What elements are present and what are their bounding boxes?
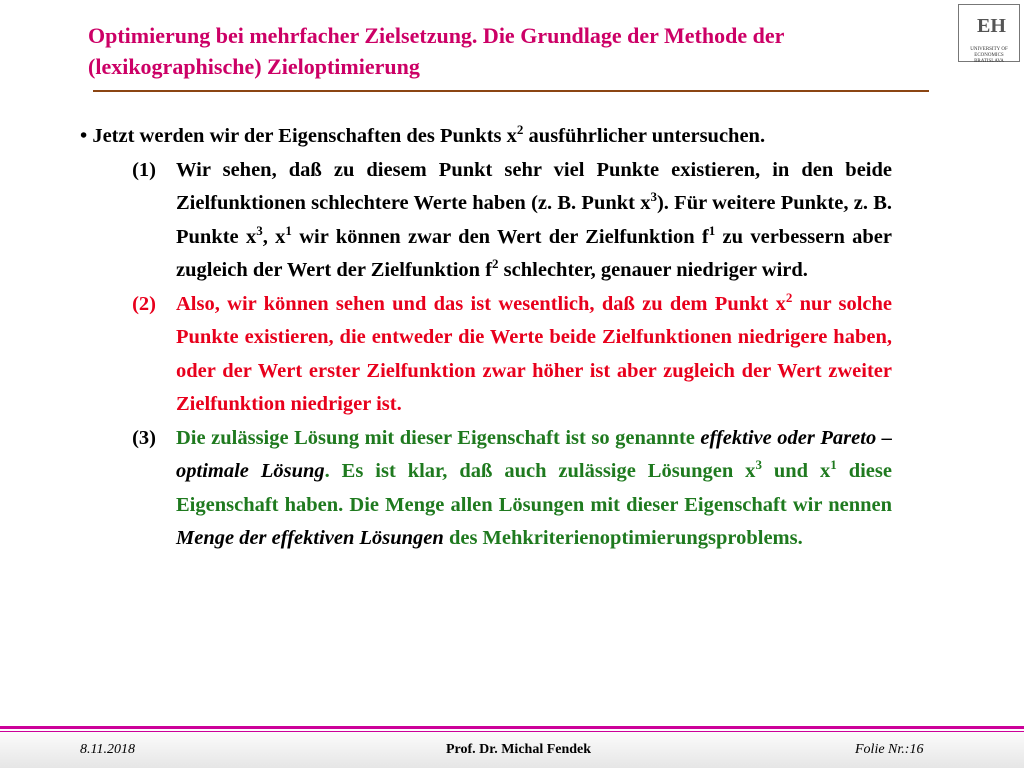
list-item-3 xyxy=(80,422,892,556)
footer-divider xyxy=(0,726,1024,729)
item-text: Die zulässige Lösung mit dieser Eigenschaft ist so genannte effektive oder Pareto – optimale Lösung. Es ist klar, daß auch zulässige Lösungen $x^3$ und $x^1$ diese Eigenschaft haben. Die Menge allen Lösungen mit dieser Eigenschaft wir nennen Menge der effektiven Lösungen des Mehkriterienoptimierungsproblems. xyxy=(176,426,892,549)
list-item-1 xyxy=(80,154,892,288)
item-text: Also, wir können sehen und das ist wesentlich, daß zu dem Punkt $x^2$ nur solche Punkte existieren, die entweder die Werte beide Zielfunktionen niedrigere haben, oder der Wert erster Zielfunktion zwar höher ist aber zugleich der Wert zweiter Zielfunktion niedriger ist. xyxy=(176,289,892,415)
title-divider xyxy=(93,90,929,92)
slide-title: Optimierung bei mehrfacher Zielsetzung. Die Grundlage der Methode der (lexikographische) Zieloptimierung xyxy=(88,23,784,79)
footer-author: Prof. Dr. Michal Fendek xyxy=(446,742,592,757)
bullet-icon: • xyxy=(80,125,88,147)
term-pareto: effektive oder Pareto – optimale Lösung xyxy=(176,426,892,482)
term-effective-set: Menge der effektiven Lösungen xyxy=(176,527,444,549)
footer-date: 8.11.2018 xyxy=(80,742,135,757)
item-number: (3) xyxy=(132,426,156,449)
item-number: (2) xyxy=(132,292,156,315)
footer-divider-thin xyxy=(0,731,1024,732)
slide-body xyxy=(80,120,892,556)
intro-paragraph: • Jetzt werden wir der Eigenschaften des Punkts $x^2$ ausführlicher untersuchen. xyxy=(80,122,766,147)
item-text: Wir sehen, daß zu diesem Punkt sehr viel Punkte existieren, in den beide Zielfunktionen schlechtere Werte haben (z. B. Punkt $x^3$). Für weitere Punkte, z. B. Punkte $x^3$, $x^1$ wir können zwar den Wert der Zielfunktion $f^1$ zu verbessern aber zugleich der Wert der Zielfunktion $f^2$ schlechter, genauer niedriger wird. xyxy=(176,158,893,281)
footer-slide-number: Folie Nr.:16 xyxy=(855,742,924,757)
list-item-2 xyxy=(80,288,892,422)
logo-monogram: EH xyxy=(977,15,1006,37)
logo-caption: UNIVERSITY OF ECONOMICS BRATISLAVA xyxy=(970,47,1008,64)
university-logo xyxy=(958,4,1020,62)
item-number: (1) xyxy=(132,158,156,181)
